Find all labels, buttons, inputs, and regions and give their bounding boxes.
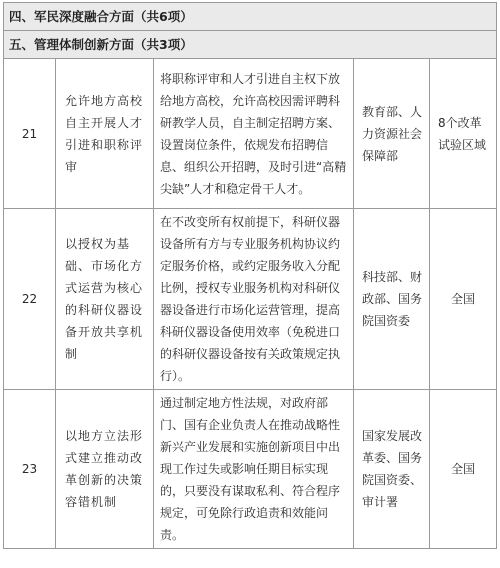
- section-title-military-civilian: 四、军民深度融合方面（共6项）: [4, 3, 497, 31]
- responsible-departments: 国家发展改革委、国务院国资委、审计署: [354, 390, 430, 549]
- row-number: 21: [4, 59, 56, 209]
- section-title-management-innovation: 五、管理体制创新方面（共3项）: [4, 31, 497, 59]
- reform-description: 通过制定地方性法规，对政府部门、国有企业负责人在推动战略性新兴产业发展和实施创新项目中出现工作过失或影响任期目标实现的，只要没有谋取私利、符合程序规定，可免除行政追责和效能问责。: [154, 390, 354, 549]
- reform-description: 将职称评审和人才引进自主权下放给地方高校，允许高校因需评聘科研教学人员，自主制定招聘方案、设置岗位条件，依规发布招聘信息、组织公开招聘，及时引进“高精尖缺”人才和稳定骨干人才。: [154, 59, 354, 209]
- row-number: 23: [4, 390, 56, 549]
- implementation-scope: 8个改革试验区域: [430, 59, 497, 209]
- table-row: [4, 209, 497, 390]
- table-row: [4, 59, 497, 209]
- responsible-departments: 科技部、财政部、国务院国资委: [354, 209, 430, 390]
- row-number: 22: [4, 209, 56, 390]
- reform-item: 允许地方高校自主开展人才引进和职称评审: [56, 59, 154, 209]
- implementation-scope: 全国: [430, 390, 497, 549]
- section-header-row: [4, 3, 497, 31]
- reform-item: 以授权为基础、市场化方式运营为核心的科研仪器设备开放共享机制: [56, 209, 154, 390]
- implementation-scope: 全国: [430, 209, 497, 390]
- table-row: [4, 390, 497, 549]
- responsible-departments: 教育部、人力资源社会保障部: [354, 59, 430, 209]
- reform-item: 以地方立法形式建立推动改革创新的决策容错机制: [56, 390, 154, 549]
- reform-description: 在不改变所有权前提下，科研仪器设备所有方与专业服务机构协议约定服务价格，或约定服务收入分配比例，授权专业服务机构对科研仪器设备进行市场化运营管理，提高科研仪器设备使用效率（免税进口的科研仪器设备按有关政策规定执行）。: [154, 209, 354, 390]
- reform-measures-table: [3, 2, 497, 549]
- section-header-row: [4, 31, 497, 59]
